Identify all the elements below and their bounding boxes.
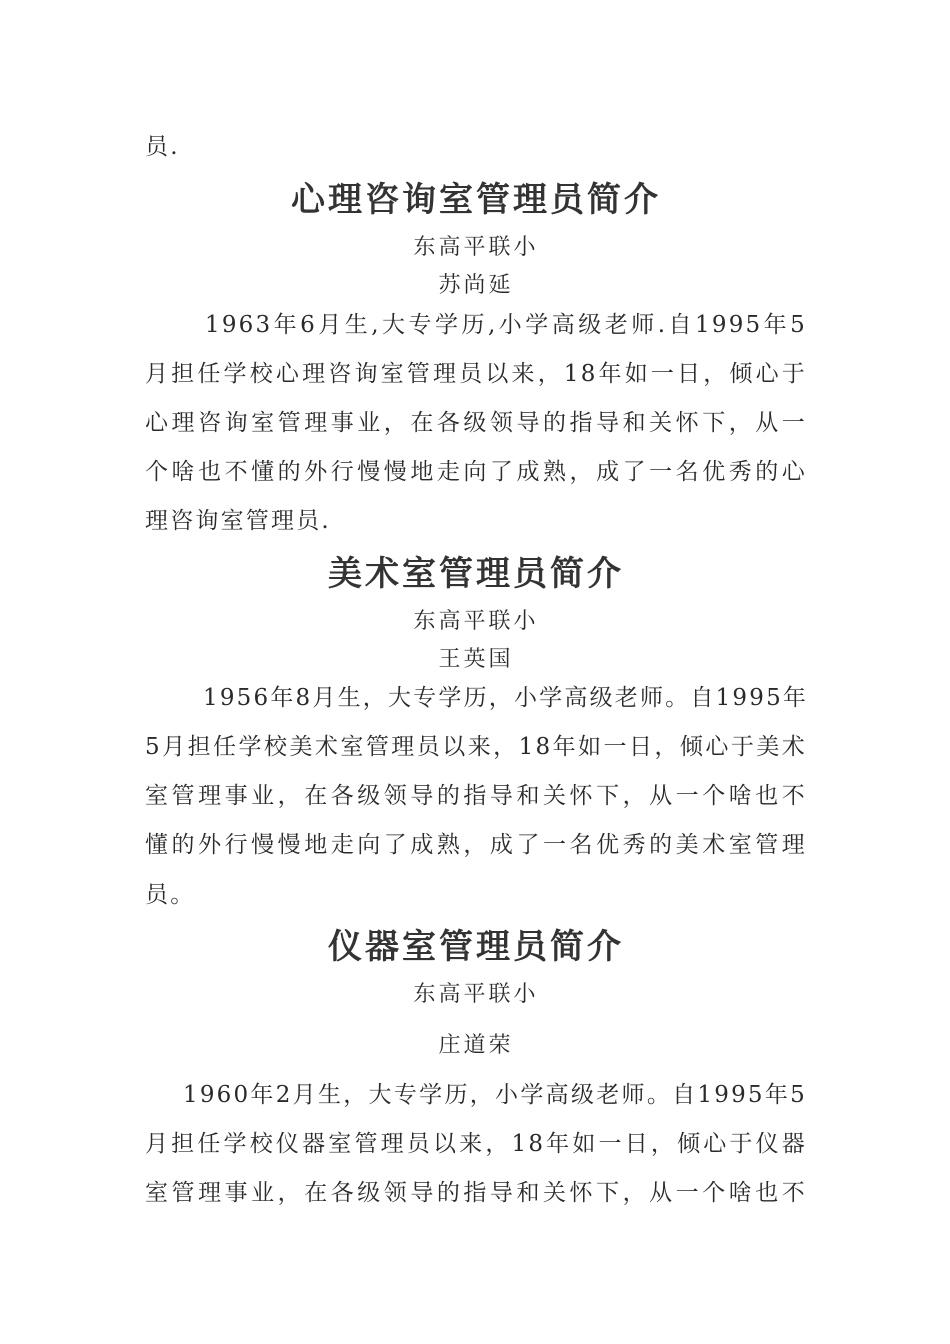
paragraph-line: 1963年6月生,大专学历,小学高级老师.自1995年5 xyxy=(205,312,807,338)
paragraph-line: 月担任学校仪器室管理员以来，18年如一日，倾心于仪器 xyxy=(145,1131,807,1157)
section-title: 仪器室管理员简介 xyxy=(328,927,624,967)
paragraph-line: 理咨询室管理员. xyxy=(145,508,331,534)
section-school: 东高平联小 xyxy=(413,235,539,260)
paragraph-line: 员。 xyxy=(145,882,196,908)
section-school: 东高平联小 xyxy=(413,609,539,634)
paragraph-line: 月担任学校心理咨询室管理员以来，18年如一日，倾心于 xyxy=(145,361,807,387)
paragraph-line: 1956年8月生，大专学历，小学高级老师。自1995年 xyxy=(203,685,809,711)
section-person-name: 苏尚延 xyxy=(438,273,514,298)
top-fragment: 员. xyxy=(145,134,180,160)
section-title: 心理咨询室管理员简介 xyxy=(291,180,661,220)
section-school: 东高平联小 xyxy=(413,982,539,1007)
paragraph-line: 室管理事业，在各级领导的指导和关怀下，从一个啥也不 xyxy=(145,1180,807,1206)
section-title: 美术室管理员简介 xyxy=(328,554,624,594)
paragraph-line: 心理咨询室管理事业，在各级领导的指导和关怀下，从一 xyxy=(145,410,807,436)
paragraph-line: 个啥也不懂的外行慢慢地走向了成熟，成了一名优秀的心 xyxy=(145,459,807,485)
paragraph-line: 1960年2月生，大专学历，小学高级老师。自1995年5 xyxy=(183,1082,807,1108)
section-person-name: 庄道荣 xyxy=(438,1033,514,1058)
section-person-name: 王英国 xyxy=(438,647,514,672)
paragraph-line: 室管理事业，在各级领导的指导和关怀下，从一个啥也不 xyxy=(145,783,807,809)
paragraph-line: 5月担任学校美术室管理员以来，18年如一日，倾心于美术 xyxy=(145,734,807,760)
paragraph-line: 懂的外行慢慢地走向了成熟，成了一名优秀的美术室管理 xyxy=(145,832,807,858)
